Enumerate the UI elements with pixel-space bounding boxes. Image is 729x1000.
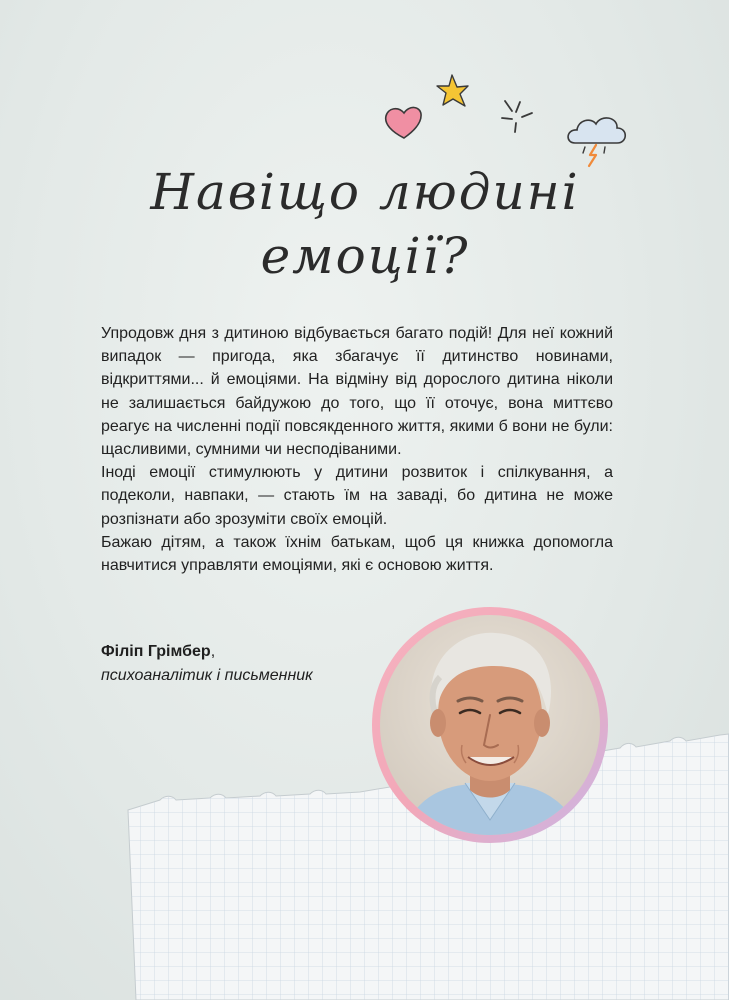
star-icon	[437, 75, 468, 106]
title-line-1: Навіщо людині	[150, 163, 580, 221]
signature	[101, 640, 313, 688]
body-text	[101, 322, 613, 577]
paragraph-1: Упродовж дня з дитиною відбувається багато подій! Для неї кожний випадок — пригода, яка збагачує її дитинство новинами, відкриттями... й емоціями. На відміну від дорослого дитина ніколи не залишається байдужою до того, що її оточує, вона миттєво реагує на численні події повсякденного життя, якими б вони не були: щасливими, сумними чи несподіваними.	[101, 325, 613, 459]
torn-grid-paper	[0, 700, 729, 1000]
author-name-comma: ,	[210, 643, 216, 660]
author-name: Філіп Грімбер	[101, 643, 211, 660]
author-role: психоаналітик і письменник	[101, 667, 313, 684]
storm-cloud-icon	[568, 118, 625, 166]
heart-icon	[386, 107, 421, 138]
author-photo	[370, 605, 610, 845]
paragraph-2: Іноді емоції стимулюють у дитини розвиток і спілкування, а подеколи, навпаки, — стають їм на заваді, бо дитина не може розпізнати або зрозуміти своїх емоцій.	[101, 464, 613, 528]
title-line-2: емоції?	[260, 227, 470, 285]
paragraph-3: Бажаю дітям, а також їхнім батькам, щоб ця книжка допомогла навчитися управляти емоціями, які є основою життя.	[101, 533, 613, 575]
sparkle-icon	[502, 101, 532, 132]
page-title	[150, 160, 580, 288]
